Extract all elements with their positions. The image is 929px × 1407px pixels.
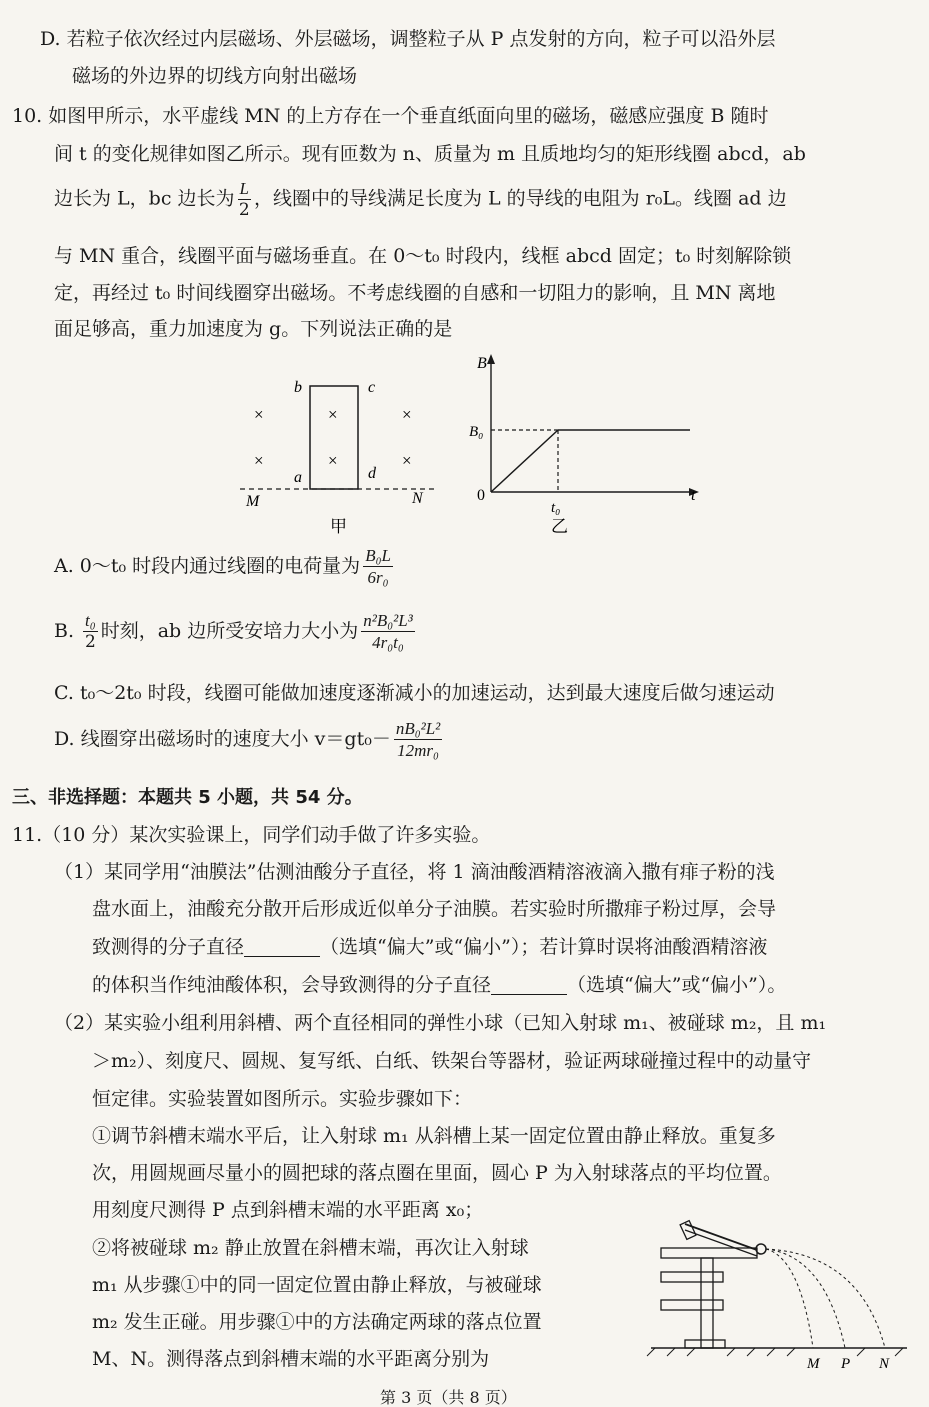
q11-p1-line1: （1）某同学用“油膜法”估测油酸分子直径，将 1 滴油酸酒精溶液滴入撒有痱子粉的浅 bbox=[54, 861, 775, 883]
fraction-denominator: 6r₀ bbox=[367, 568, 389, 587]
q10-option-a bbox=[54, 547, 396, 586]
middle-shelf bbox=[661, 1272, 723, 1282]
cross-mark: × bbox=[254, 451, 264, 470]
q11-step2-line4: M、N。测得落点到斜槽末端的水平距离分别为 bbox=[92, 1348, 490, 1370]
top-shelf bbox=[661, 1248, 757, 1258]
option-a-text: A. 0～t₀ 时段内通过线圈的电荷量为 bbox=[54, 555, 361, 577]
q11-p1-line2: 盘水面上，油酸充分散开后形成近似单分子油膜。若实验时所撒痱子粉过厚，会导 bbox=[92, 898, 777, 920]
trajectory-n bbox=[766, 1249, 885, 1348]
q11-p2-line3: 恒定律。实验装置如图所示。实验步骤如下： bbox=[92, 1088, 473, 1110]
q11-p1-line3-part-a: 致测得的分子直径 bbox=[92, 936, 245, 958]
lower-shelf bbox=[661, 1300, 723, 1310]
option-d-fraction bbox=[394, 720, 442, 759]
option-b-prefix: B. bbox=[54, 620, 81, 642]
tick-label-b0: B₀ bbox=[469, 424, 484, 440]
b-ramp-line bbox=[491, 430, 558, 492]
q9-option-d-line2: 磁场的外边界的切线方向射出磁场 bbox=[72, 65, 358, 87]
fraction-numerator: B₀L bbox=[365, 546, 391, 565]
answer-blank-1[interactable] bbox=[244, 938, 320, 957]
cross-mark: × bbox=[328, 451, 338, 470]
cross-mark: × bbox=[402, 405, 412, 424]
label-m: M bbox=[246, 493, 260, 510]
figure-jia bbox=[230, 370, 450, 540]
q10-line2: 间 t 的变化规律如图乙所示。现有匝数为 n、质量为 m 且质地均匀的矩形线圈 abcd，ab bbox=[54, 143, 806, 165]
y-axis-arrow-icon bbox=[487, 354, 495, 364]
cross-mark: × bbox=[254, 405, 264, 424]
label-a: a bbox=[294, 469, 302, 486]
figure-jia-caption: 甲 bbox=[330, 517, 347, 536]
option-a-fraction bbox=[363, 547, 393, 586]
landing-label-p: P bbox=[841, 1356, 851, 1372]
q11-p1-line3 bbox=[92, 938, 767, 957]
q10-option-b bbox=[54, 612, 418, 651]
q11-step2-line2: m₁ 从步骤①中的同一固定位置由静止释放，与被碰球 bbox=[92, 1274, 542, 1296]
coil-rectangle bbox=[310, 386, 358, 489]
option-d-text: D. 线圈穿出磁场时的速度大小 v＝gt₀－ bbox=[54, 728, 391, 750]
label-n: N bbox=[412, 490, 423, 507]
figure-yi bbox=[465, 350, 710, 535]
fraction-denominator: 2 bbox=[84, 632, 96, 652]
landing-label-m: M bbox=[807, 1356, 820, 1372]
cross-mark: × bbox=[328, 405, 338, 424]
fraction-denominator: 2 bbox=[238, 200, 250, 220]
tick-label-t0: t₀ bbox=[551, 500, 561, 516]
fraction-numerator: L bbox=[239, 179, 249, 198]
q10-line3-part-a: 边长为 L，bc 边长为 bbox=[54, 187, 235, 210]
q9-option-d-line1: D. 若粒子依次经过内层磁场、外层磁场，调整粒子从 P 点发射的方向，粒子可以沿外层 bbox=[40, 28, 776, 50]
section-3-heading: 三、非选择题：本题共 5 小题，共 54 分。 bbox=[12, 787, 363, 808]
option-b-fraction bbox=[361, 612, 415, 651]
option-b-text: 时刻，ab 边所受安培力大小为 bbox=[100, 620, 359, 642]
ramp-rail-lower bbox=[685, 1230, 757, 1256]
q11-p2-line2: ＞m₂）、刻度尺、圆规、复写纸、白纸、铁架台等器材，验证两球碰撞过程中的动量守 bbox=[92, 1050, 812, 1072]
q11-step1-line1: ①调节斜槽末端水平后，让入射球 m₁ 从斜槽上某一固定位置由静止释放。重复多 bbox=[92, 1125, 776, 1147]
page-footer: 第 3 页（共 8 页） bbox=[380, 1388, 517, 1407]
q10-line1: 10. 如图甲所示，水平虚线 MN 的上方存在一个垂直纸面向里的磁场，磁感应强度 B 随时 bbox=[12, 105, 769, 127]
origin-label: 0 bbox=[477, 487, 485, 504]
landing-label-n: N bbox=[879, 1356, 890, 1372]
answer-blank-2[interactable] bbox=[491, 976, 567, 995]
q11-step1-line2: 次，用圆规画尽量小的圆把球的落点圈在里面，圆心 P 为入射球落点的平均位置。 bbox=[92, 1162, 782, 1184]
axis-label-b: B bbox=[477, 355, 487, 372]
q10-line4: 与 MN 重合，线圈平面与磁场垂直。在 0～t₀ 时段内，线框 abcd 固定；t₀ 时刻解除锁 bbox=[54, 245, 792, 267]
q10-option-d bbox=[54, 720, 445, 759]
figure-yi-caption: 乙 bbox=[551, 517, 568, 535]
fraction-denominator: 4r₀t₀ bbox=[372, 633, 404, 652]
ramp-top-clamp bbox=[680, 1221, 696, 1240]
q11-p1-line3-part-b: （选填“偏大”或“偏小”）；若计算时误将油酸酒精溶液 bbox=[320, 936, 768, 958]
q11-p2-line1: （2）某实验小组利用斜槽、两个直径相同的弹性小球（已知入射球 m₁、被碰球 m₂，且 m₁ bbox=[54, 1012, 827, 1034]
q11-p1-line4-part-a: 的体积当作纯油酸体积，会导致测得的分子直径 bbox=[92, 974, 492, 996]
cross-mark: × bbox=[402, 451, 412, 470]
label-b: b bbox=[294, 379, 302, 396]
q11-step1-line3: 用刻度尺测得 P 点到斜槽末端的水平距离 x₀； bbox=[92, 1199, 484, 1221]
q11-step2-line1: ②将被碰球 m₂ 静止放置在斜槽末端，再次让入射球 bbox=[92, 1237, 529, 1259]
q11-p1-line4-part-b: （选填“偏大”或“偏小”）。 bbox=[567, 974, 787, 996]
fraction-numerator: t₀ bbox=[85, 611, 96, 630]
q11-step2-line3: m₂ 发生正碰。用步骤①中的方法确定两球的落点位置 bbox=[92, 1311, 542, 1333]
q10-line6: 面足够高，重力加速度为 g。下列说法正确的是 bbox=[54, 318, 453, 340]
q10-option-c: C. t₀～2t₀ 时段，线圈可能做加速度逐渐减小的加速运动，达到最大速度后做匀速运动 bbox=[54, 682, 775, 704]
ramp-rail bbox=[685, 1224, 757, 1250]
trajectory-p bbox=[766, 1249, 845, 1348]
q10-line5: 定，再经过 t₀ 时间线圈穿出磁场。不考虑线圈的自感和一切阻力的影响，且 MN 离地 bbox=[54, 282, 776, 304]
label-c: c bbox=[368, 379, 376, 396]
collision-apparatus-figure bbox=[645, 1200, 915, 1372]
half-l-fraction bbox=[238, 180, 251, 219]
axis-label-t: t bbox=[691, 487, 696, 504]
trajectory-m bbox=[766, 1249, 813, 1348]
fraction-numerator: nB₀²L² bbox=[395, 719, 441, 738]
fraction-numerator: n²B₀²L³ bbox=[363, 611, 413, 630]
q10-line3-part-b: ，线圈中的导线满足长度为 L 的导线的电阻为 r₀L。线圈 ad 边 bbox=[253, 187, 787, 210]
fraction-denominator: 12mr₀ bbox=[397, 741, 439, 760]
option-b-time-fraction bbox=[83, 612, 98, 651]
label-d: d bbox=[368, 465, 376, 482]
stand-base bbox=[685, 1340, 725, 1348]
q11-p1-line4 bbox=[92, 976, 786, 995]
q10-line3 bbox=[54, 180, 787, 219]
q11-heading: 11.（10 分）某次实验课上，同学们动手做了许多实验。 bbox=[12, 824, 491, 846]
